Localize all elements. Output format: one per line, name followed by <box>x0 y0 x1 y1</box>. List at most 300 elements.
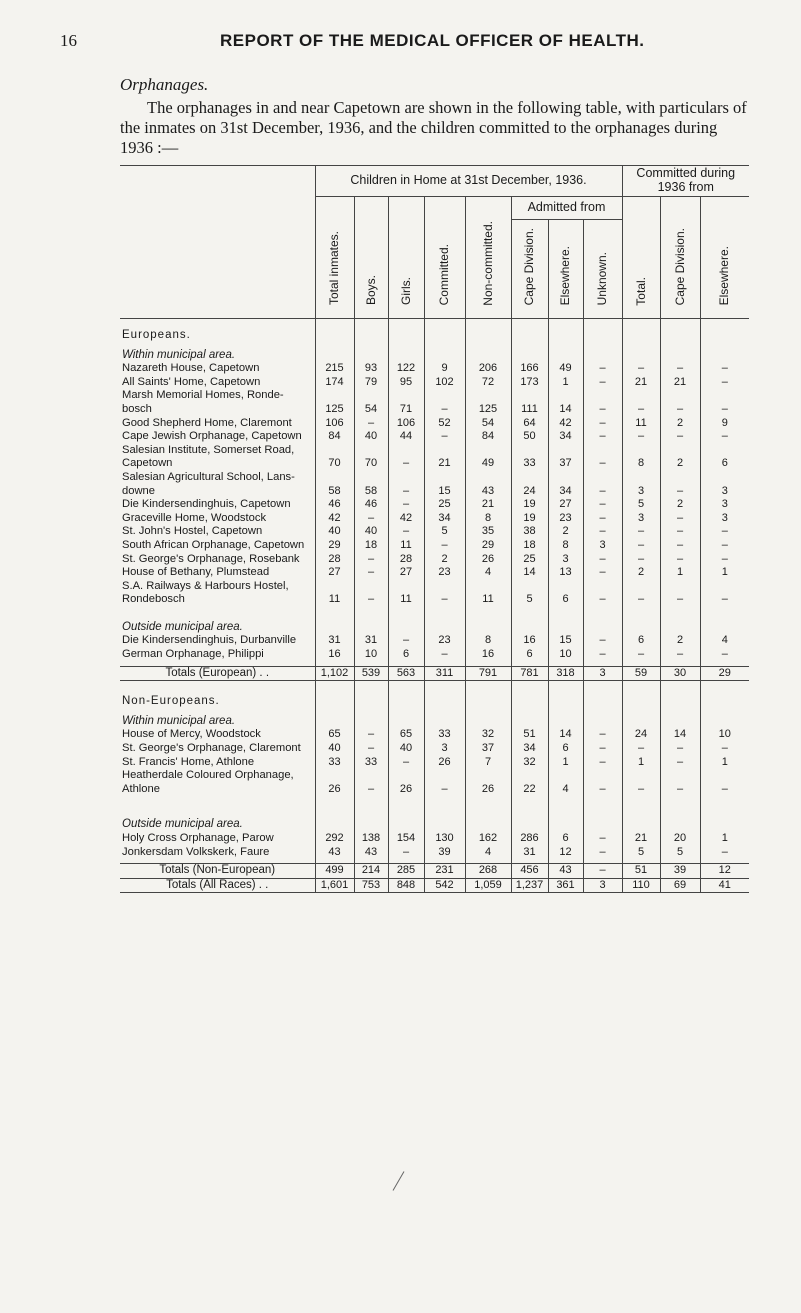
totals-value: 542 <box>424 878 465 893</box>
running-head: REPORT OF THE MEDICAL OFFICER OF HEALTH. <box>220 31 645 50</box>
value-cell: 27 <box>548 498 583 512</box>
empty-cell <box>465 319 511 330</box>
orphanage-name-text: All Saints' Home, Capetown <box>122 375 261 388</box>
totals-label: Totals (All Races) . . <box>120 878 315 893</box>
totals-value: 51 <box>622 864 660 879</box>
table-row <box>120 362 749 376</box>
empty-cell <box>622 319 660 330</box>
col-non-committed: Non-committed. <box>465 197 511 319</box>
value-cell: – <box>721 742 728 755</box>
value-cell: 5 <box>424 525 465 539</box>
empty-cell <box>660 715 700 729</box>
value-cell: 3 <box>548 553 583 567</box>
value-cell: 8 <box>548 539 583 553</box>
empty-cell <box>315 818 354 832</box>
value-cell: – <box>583 525 622 539</box>
totals-value: 110 <box>622 878 660 893</box>
value-cell: 34 <box>548 471 583 498</box>
empty-cell <box>315 349 354 363</box>
orphanage-name <box>120 471 315 498</box>
value-cell: 33 <box>511 444 548 471</box>
value-cell: 3 <box>424 742 465 756</box>
value-cell: 1 <box>721 755 728 768</box>
orphanage-name <box>120 846 315 860</box>
orphanage-name-line1: Salesian Agricultural School, Lans- <box>122 470 295 483</box>
value-cell: 1 <box>622 756 660 770</box>
totals-value: 848 <box>388 878 424 893</box>
empty-cell <box>424 349 465 363</box>
totals-row <box>120 864 749 879</box>
value-cell: – <box>583 362 622 376</box>
value-cell: 21 <box>622 832 660 846</box>
value-cell: 21 <box>622 376 660 390</box>
value-cell: – <box>388 756 424 770</box>
col-total-inmates: Total inmates. <box>315 197 354 319</box>
value-cell: – <box>583 728 622 742</box>
empty-cell <box>424 796 465 818</box>
col-girls: Girls. <box>388 197 424 319</box>
value-cell: – <box>660 525 700 539</box>
value-cell: – <box>583 634 622 648</box>
value-cell: 49 <box>548 362 583 376</box>
value-cell: 32 <box>511 756 548 770</box>
empty-cell <box>424 319 465 330</box>
table-row <box>120 539 749 553</box>
empty-cell <box>120 681 315 696</box>
orphanage-name-text: Holy Cross Orphanage, Parow <box>122 832 274 844</box>
value-cell: 23 <box>424 634 465 648</box>
table-body <box>120 319 749 893</box>
totals-value: 3 <box>583 878 622 893</box>
orphanage-name <box>120 444 315 471</box>
value-cell: 93 <box>354 362 388 376</box>
value-cell: 10 <box>718 728 731 741</box>
value-cell: 106 <box>388 417 424 431</box>
intro-paragraph <box>120 98 748 158</box>
orphanage-name-text: Jonkersdam Volkskerk, Faure <box>122 845 270 858</box>
value-cell: 5 <box>622 498 660 512</box>
totals-row <box>120 878 749 893</box>
empty-cell <box>700 715 749 729</box>
col-admitted-unknown: Unknown. <box>583 220 622 319</box>
orphanage-name-text: South African Orphanage, Capetown <box>122 538 305 551</box>
value-cell: 46 <box>315 498 354 512</box>
orphanage-name-line1: Heatherdale Coloured Orphanage, <box>122 769 294 782</box>
orphanage-name-line2: downe <box>122 484 155 497</box>
totals-value: 59 <box>622 666 660 681</box>
totals-label: Totals (Non-European) <box>120 864 315 879</box>
orphanages-table <box>120 165 749 893</box>
value-cell: 1 <box>660 566 700 580</box>
value-cell: – <box>622 648 660 662</box>
table-row <box>120 444 749 471</box>
value-cell: 11 <box>465 580 511 607</box>
orphanage-name-text: Good Shepherd Home, Claremont <box>122 416 292 429</box>
empty-cell <box>622 607 660 621</box>
value-cell: – <box>354 512 388 526</box>
empty-cell <box>511 329 548 343</box>
table-header <box>120 166 749 319</box>
value-cell: 1 <box>548 376 583 390</box>
empty-cell <box>354 329 388 343</box>
totals-value: 563 <box>388 666 424 681</box>
empty-cell <box>388 349 424 363</box>
value-cell: 32 <box>465 728 511 742</box>
value-cell: – <box>388 634 424 648</box>
empty-cell <box>548 329 583 343</box>
totals-value: 29 <box>700 666 749 681</box>
value-cell: 43 <box>315 846 354 860</box>
value-cell: 1 <box>721 566 728 579</box>
value-cell: – <box>660 756 700 770</box>
value-cell: 34 <box>424 512 465 526</box>
empty-cell <box>548 319 583 330</box>
col-committed-cape-division: Cape Division. <box>660 197 700 319</box>
value-cell: – <box>354 566 388 580</box>
empty-cell <box>583 681 622 696</box>
empty-cell <box>583 329 622 343</box>
value-cell: 25 <box>424 498 465 512</box>
value-cell: – <box>424 430 465 444</box>
value-cell: 5 <box>511 580 548 607</box>
totals-value: 539 <box>354 666 388 681</box>
totals-value: 3 <box>583 666 622 681</box>
totals-value: 39 <box>660 864 700 879</box>
empty-cell <box>622 796 660 818</box>
value-cell: 18 <box>354 539 388 553</box>
value-cell: 44 <box>388 430 424 444</box>
value-cell: – <box>354 580 388 607</box>
value-cell: 6 <box>388 648 424 662</box>
value-cell: – <box>660 648 700 662</box>
value-cell: 1 <box>721 832 728 844</box>
empty-cell <box>583 715 622 729</box>
table-row <box>120 376 749 390</box>
value-cell: 166 <box>511 362 548 376</box>
orphanage-name <box>120 832 315 846</box>
value-cell: – <box>354 417 388 431</box>
value-cell: 154 <box>388 832 424 846</box>
table-row <box>120 728 749 742</box>
empty-cell <box>424 607 465 621</box>
value-cell: 13 <box>548 566 583 580</box>
value-cell: 14 <box>548 728 583 742</box>
value-cell: 21 <box>424 444 465 471</box>
value-cell: 10 <box>354 648 388 662</box>
value-cell: 1 <box>548 756 583 770</box>
value-cell: 3 <box>721 498 728 511</box>
value-cell: 15 <box>424 471 465 498</box>
value-cell: – <box>583 444 622 471</box>
empty-cell <box>354 319 388 330</box>
value-cell: 27 <box>315 566 354 580</box>
value-cell: 3 <box>622 512 660 526</box>
value-cell: – <box>583 769 622 796</box>
value-cell: – <box>622 580 660 607</box>
orphanage-name-text: House of Mercy, Woodstock <box>122 728 261 741</box>
totals-value: 285 <box>388 864 424 879</box>
area-within-eu-row <box>120 349 749 363</box>
value-cell: – <box>721 362 728 375</box>
orphanage-name <box>120 525 315 539</box>
value-cell: – <box>660 742 700 756</box>
orphanage-name-line1: S.A. Railways & Harbours Hostel, <box>122 579 289 592</box>
empty-cell <box>622 818 660 832</box>
empty-cell <box>388 796 424 818</box>
value-cell: – <box>583 389 622 416</box>
value-cell: 27 <box>388 566 424 580</box>
value-cell: – <box>721 782 728 795</box>
value-cell: 42 <box>315 512 354 526</box>
col-admitted-elsewhere: Elsewhere. <box>548 220 583 319</box>
empty-cell <box>354 607 388 621</box>
value-cell: – <box>354 769 388 796</box>
value-cell: 5 <box>660 846 700 860</box>
value-cell: – <box>388 471 424 498</box>
value-cell: 15 <box>548 634 583 648</box>
empty-cell <box>548 818 583 832</box>
totals-row <box>120 666 749 681</box>
value-cell: 4 <box>548 769 583 796</box>
value-cell: 18 <box>511 539 548 553</box>
value-cell: – <box>583 417 622 431</box>
empty-cell <box>700 818 749 832</box>
value-cell: – <box>721 593 728 606</box>
table-row <box>120 756 749 770</box>
empty-cell <box>315 607 354 621</box>
spacer-row <box>120 796 749 818</box>
empty-cell <box>660 681 700 696</box>
totals-value: 456 <box>511 864 548 879</box>
value-cell: – <box>721 845 728 858</box>
orphanage-name-text: House of Bethany, Plumstead <box>122 566 270 579</box>
table-row <box>120 846 749 860</box>
value-cell: – <box>583 846 622 860</box>
empty-cell <box>120 607 315 621</box>
orphanage-name-text: St. George's Orphanage, Rosebank <box>122 552 300 565</box>
value-cell: 33 <box>315 756 354 770</box>
value-cell: – <box>354 553 388 567</box>
value-cell: – <box>583 512 622 526</box>
empty-cell <box>700 607 749 621</box>
table-row <box>120 430 749 444</box>
value-cell: 2 <box>660 417 700 431</box>
empty-cell <box>388 621 424 635</box>
orphanage-name-text: Nazareth House, Capetown <box>122 362 260 375</box>
orphanage-name <box>120 539 315 553</box>
value-cell: – <box>721 648 728 661</box>
table-row <box>120 417 749 431</box>
orphanage-name-text: Die Kindersendinghuis, Capetown <box>122 498 291 511</box>
empty-cell <box>465 818 511 832</box>
value-cell: – <box>388 444 424 471</box>
value-cell: – <box>660 580 700 607</box>
value-cell: – <box>660 553 700 567</box>
orphanage-name <box>120 417 315 431</box>
empty-cell <box>354 349 388 363</box>
value-cell: 40 <box>315 525 354 539</box>
empty-cell <box>622 621 660 635</box>
value-cell: 130 <box>424 832 465 846</box>
table-row <box>120 769 749 796</box>
value-cell: 3 <box>721 511 728 524</box>
empty-cell <box>700 621 749 635</box>
area-outside-ne-row <box>120 818 749 832</box>
empty-cell <box>511 349 548 363</box>
value-cell: – <box>583 498 622 512</box>
col-committed-elsewhere: Elsewhere. <box>700 197 749 319</box>
value-cell: 11 <box>388 539 424 553</box>
value-cell: – <box>622 553 660 567</box>
orphanage-name-text: Cape Jewish Orphanage, Capetown <box>122 430 302 443</box>
totals-value: 499 <box>315 864 354 879</box>
value-cell: – <box>388 498 424 512</box>
table-row <box>120 648 749 662</box>
value-cell: 37 <box>465 742 511 756</box>
value-cell: – <box>583 430 622 444</box>
totals-value: 1,059 <box>465 878 511 893</box>
value-cell: 64 <box>511 417 548 431</box>
value-cell: 70 <box>315 444 354 471</box>
value-cell: – <box>424 648 465 662</box>
empty-cell <box>388 329 424 343</box>
value-cell: 6 <box>548 832 583 846</box>
empty-cell <box>388 695 424 709</box>
empty-cell <box>548 349 583 363</box>
value-cell: 16 <box>511 634 548 648</box>
table-row <box>120 634 749 648</box>
col-boys: Boys. <box>354 197 388 319</box>
orphanage-name <box>120 648 315 662</box>
empty-cell <box>465 621 511 635</box>
empty-cell <box>465 695 511 709</box>
empty-cell <box>388 319 424 330</box>
orphanage-name <box>120 430 315 444</box>
orphanage-name-line2: bosch <box>122 402 152 415</box>
value-cell: 23 <box>548 512 583 526</box>
orphanage-name-line2: Rondebosch <box>122 593 185 606</box>
value-cell: 26 <box>465 769 511 796</box>
value-cell: 39 <box>424 846 465 860</box>
empty-cell <box>548 715 583 729</box>
col-admitted-cape-division: Cape Division. <box>511 220 548 319</box>
page-number: 16 <box>60 31 77 50</box>
totals-value: 12 <box>700 864 749 879</box>
value-cell: 2 <box>660 444 700 471</box>
value-cell: 65 <box>388 728 424 742</box>
orphanage-name-line2: Capetown <box>122 457 173 470</box>
empty-cell <box>700 796 749 818</box>
value-cell: 58 <box>354 471 388 498</box>
value-cell: 19 <box>511 498 548 512</box>
value-cell: – <box>721 430 728 443</box>
value-cell: – <box>583 376 622 390</box>
empty-cell <box>511 621 548 635</box>
section-non-europeans-row <box>120 695 749 709</box>
empty-cell <box>120 796 315 818</box>
empty-cell <box>388 715 424 729</box>
empty-cell <box>700 329 749 343</box>
value-cell: 31 <box>315 634 354 648</box>
empty-cell <box>465 715 511 729</box>
value-cell: 40 <box>354 525 388 539</box>
value-cell: 33 <box>424 728 465 742</box>
value-cell: 52 <box>424 417 465 431</box>
value-cell: 106 <box>315 417 354 431</box>
table-row <box>120 471 749 498</box>
totals-value: 1,102 <box>315 666 354 681</box>
value-cell: – <box>660 389 700 416</box>
value-cell: – <box>424 539 465 553</box>
value-cell: 3 <box>721 484 728 497</box>
table-row <box>120 525 749 539</box>
value-cell: 125 <box>465 389 511 416</box>
value-cell: 26 <box>424 756 465 770</box>
value-cell: 95 <box>388 376 424 390</box>
intro-text: The orphanages in and near Capetown are shown in the following table, with particulars of the inmates on 31st December, 1936, and the children committed to the orphanages during 1936 :— <box>120 98 747 157</box>
value-cell: – <box>660 512 700 526</box>
empty-cell <box>511 796 548 818</box>
empty-cell <box>660 319 700 330</box>
value-cell: 14 <box>548 389 583 416</box>
value-cell: 70 <box>354 444 388 471</box>
value-cell: – <box>583 553 622 567</box>
orphanage-name <box>120 742 315 756</box>
empty-cell <box>354 818 388 832</box>
value-cell: – <box>354 728 388 742</box>
totals-value: 30 <box>660 666 700 681</box>
value-cell: 125 <box>315 389 354 416</box>
empty-cell <box>354 621 388 635</box>
empty-cell <box>388 607 424 621</box>
area-within-eu: Within municipal area. <box>120 349 315 363</box>
empty-cell <box>700 681 749 696</box>
orphanage-name <box>120 756 315 770</box>
table-row <box>120 580 749 607</box>
value-cell: 2 <box>660 498 700 512</box>
totals-value: 231 <box>424 864 465 879</box>
value-cell: – <box>583 471 622 498</box>
value-cell: 19 <box>511 512 548 526</box>
value-cell: – <box>721 552 728 565</box>
value-cell: 21 <box>465 498 511 512</box>
value-cell: 8 <box>465 634 511 648</box>
value-cell: – <box>660 769 700 796</box>
empty-cell <box>465 681 511 696</box>
totals-value: 753 <box>354 878 388 893</box>
totals-label: Totals (European) . . <box>120 666 315 681</box>
empty-cell <box>424 621 465 635</box>
empty-cell <box>583 621 622 635</box>
value-cell: 26 <box>465 553 511 567</box>
empty-cell <box>424 818 465 832</box>
value-cell: 6 <box>622 634 660 648</box>
value-cell: 6 <box>721 457 728 470</box>
empty-cell <box>660 818 700 832</box>
value-cell: 43 <box>354 846 388 860</box>
orphanage-name-text: St. John's Hostel, Capetown <box>122 525 263 538</box>
table-row <box>120 512 749 526</box>
value-cell: 9 <box>721 416 728 429</box>
value-cell: 31 <box>354 634 388 648</box>
value-cell: 292 <box>315 832 354 846</box>
orphanage-name-line1: Salesian Institute, Somerset Road, <box>122 443 295 456</box>
area-within-ne: Within municipal area. <box>120 715 315 729</box>
empty-cell <box>622 681 660 696</box>
empty-cell <box>315 796 354 818</box>
value-cell: 173 <box>511 376 548 390</box>
value-cell: 28 <box>315 553 354 567</box>
